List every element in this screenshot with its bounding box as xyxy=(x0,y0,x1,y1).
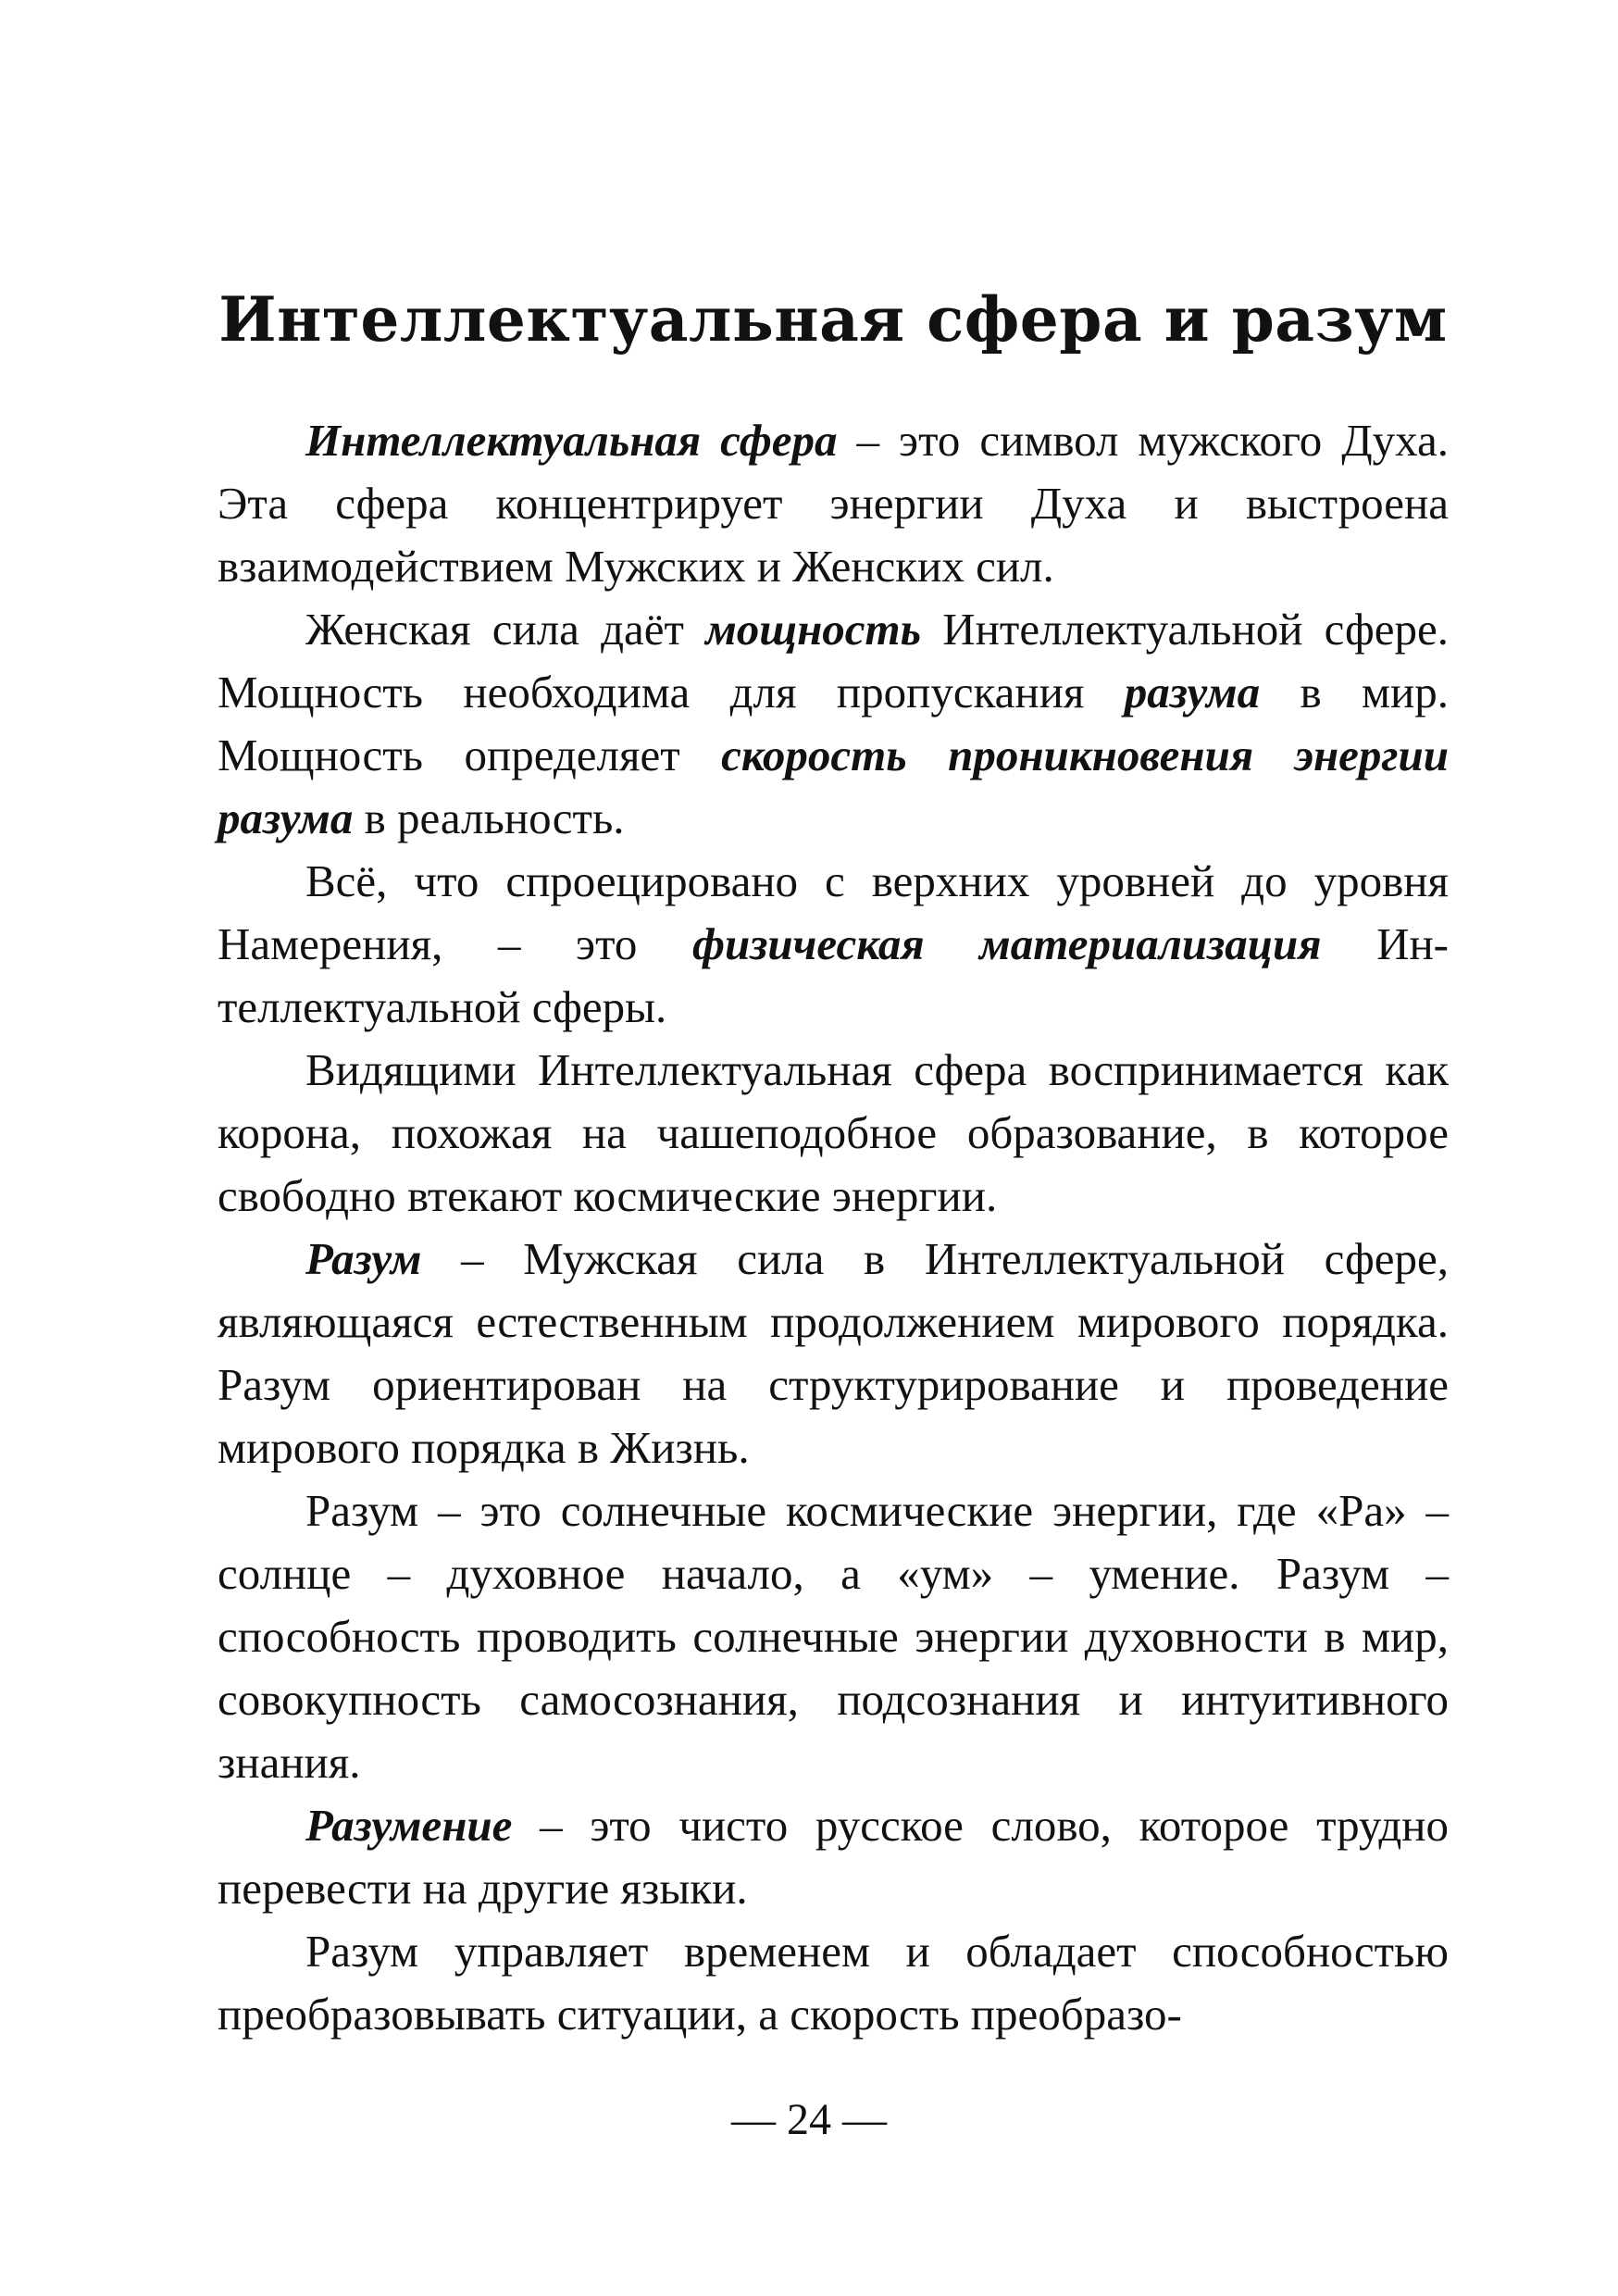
text-run: – Мужская сила в Интеллектуальной сфере, являющаяся естественным продолжением мирового порядка. Разум ориентирован на структурирование и проведение мирового порядка в Жизнь. xyxy=(218,1233,1449,1473)
text-run: в реальность. xyxy=(353,792,625,843)
term-power: мощность xyxy=(705,604,922,655)
paragraph-7 xyxy=(218,1794,1449,1920)
page-number: — 24 — xyxy=(731,2095,887,2144)
paragraph-8 xyxy=(218,1920,1449,2046)
text-run: Всё, что спроецировано с верхних уровней до уровня Намерения, – это xyxy=(218,855,1449,969)
text-run: Видящими Интеллектуальная сфера воспринимается как корона, похожая на чашеподобное образование, в которое свободно втекают космические энергии. xyxy=(218,1044,1449,1221)
term-razum: Разум xyxy=(305,1233,422,1284)
text-run: Интеллектуальной сфере. Мощность необходима для пропускания xyxy=(218,604,1449,718)
text-run: – это символ мужского Духа. Эта сфера концентрирует энергии Духа и выстроена взаимодействием Мужских и Женских сил. xyxy=(218,415,1449,592)
term-reason: разума xyxy=(1124,667,1261,718)
paragraph-6 xyxy=(218,1479,1449,1794)
paragraph-3 xyxy=(218,850,1449,1039)
paragraph-5 xyxy=(218,1228,1449,1479)
text-run: в мир. Мощность определяет xyxy=(218,667,1449,780)
paragraph-2 xyxy=(218,598,1449,850)
text-run: Разум управляет временем и обладает способностью преобразовывать ситуации, а скорость преобразо- xyxy=(218,1926,1449,2040)
paragraph-4 xyxy=(218,1039,1449,1228)
term-speed-of-penetration: скорость проникновения энергии разума xyxy=(218,730,1449,843)
page-title: Интеллектуальная сфера и разум xyxy=(218,283,1448,356)
body-text xyxy=(218,409,1449,2046)
term-razumenie: Разумение xyxy=(305,1800,513,1851)
text-run: Интеллектуальной сферы. xyxy=(218,918,1449,1032)
text-run: – это чисто русское слово, которое трудно перевести на другие языки. xyxy=(218,1800,1449,1914)
text-run: Женская сила даёт xyxy=(305,604,706,655)
page-content xyxy=(218,278,1449,2046)
text-run: Разум – это солнечные космические энергии, где «Ра» – солнце – духовное начало, а «ум» – умение. Разум – способность проводить солнечные энергии духовности в мир, совокупность самосознания, подсознания и интуитивного знания. xyxy=(218,1485,1449,1788)
paragraph-1 xyxy=(218,409,1449,598)
term-intellectual-sphere: Интеллектуальная сфера xyxy=(305,415,838,466)
term-physical-materialization: физическая материализация xyxy=(691,918,1322,969)
